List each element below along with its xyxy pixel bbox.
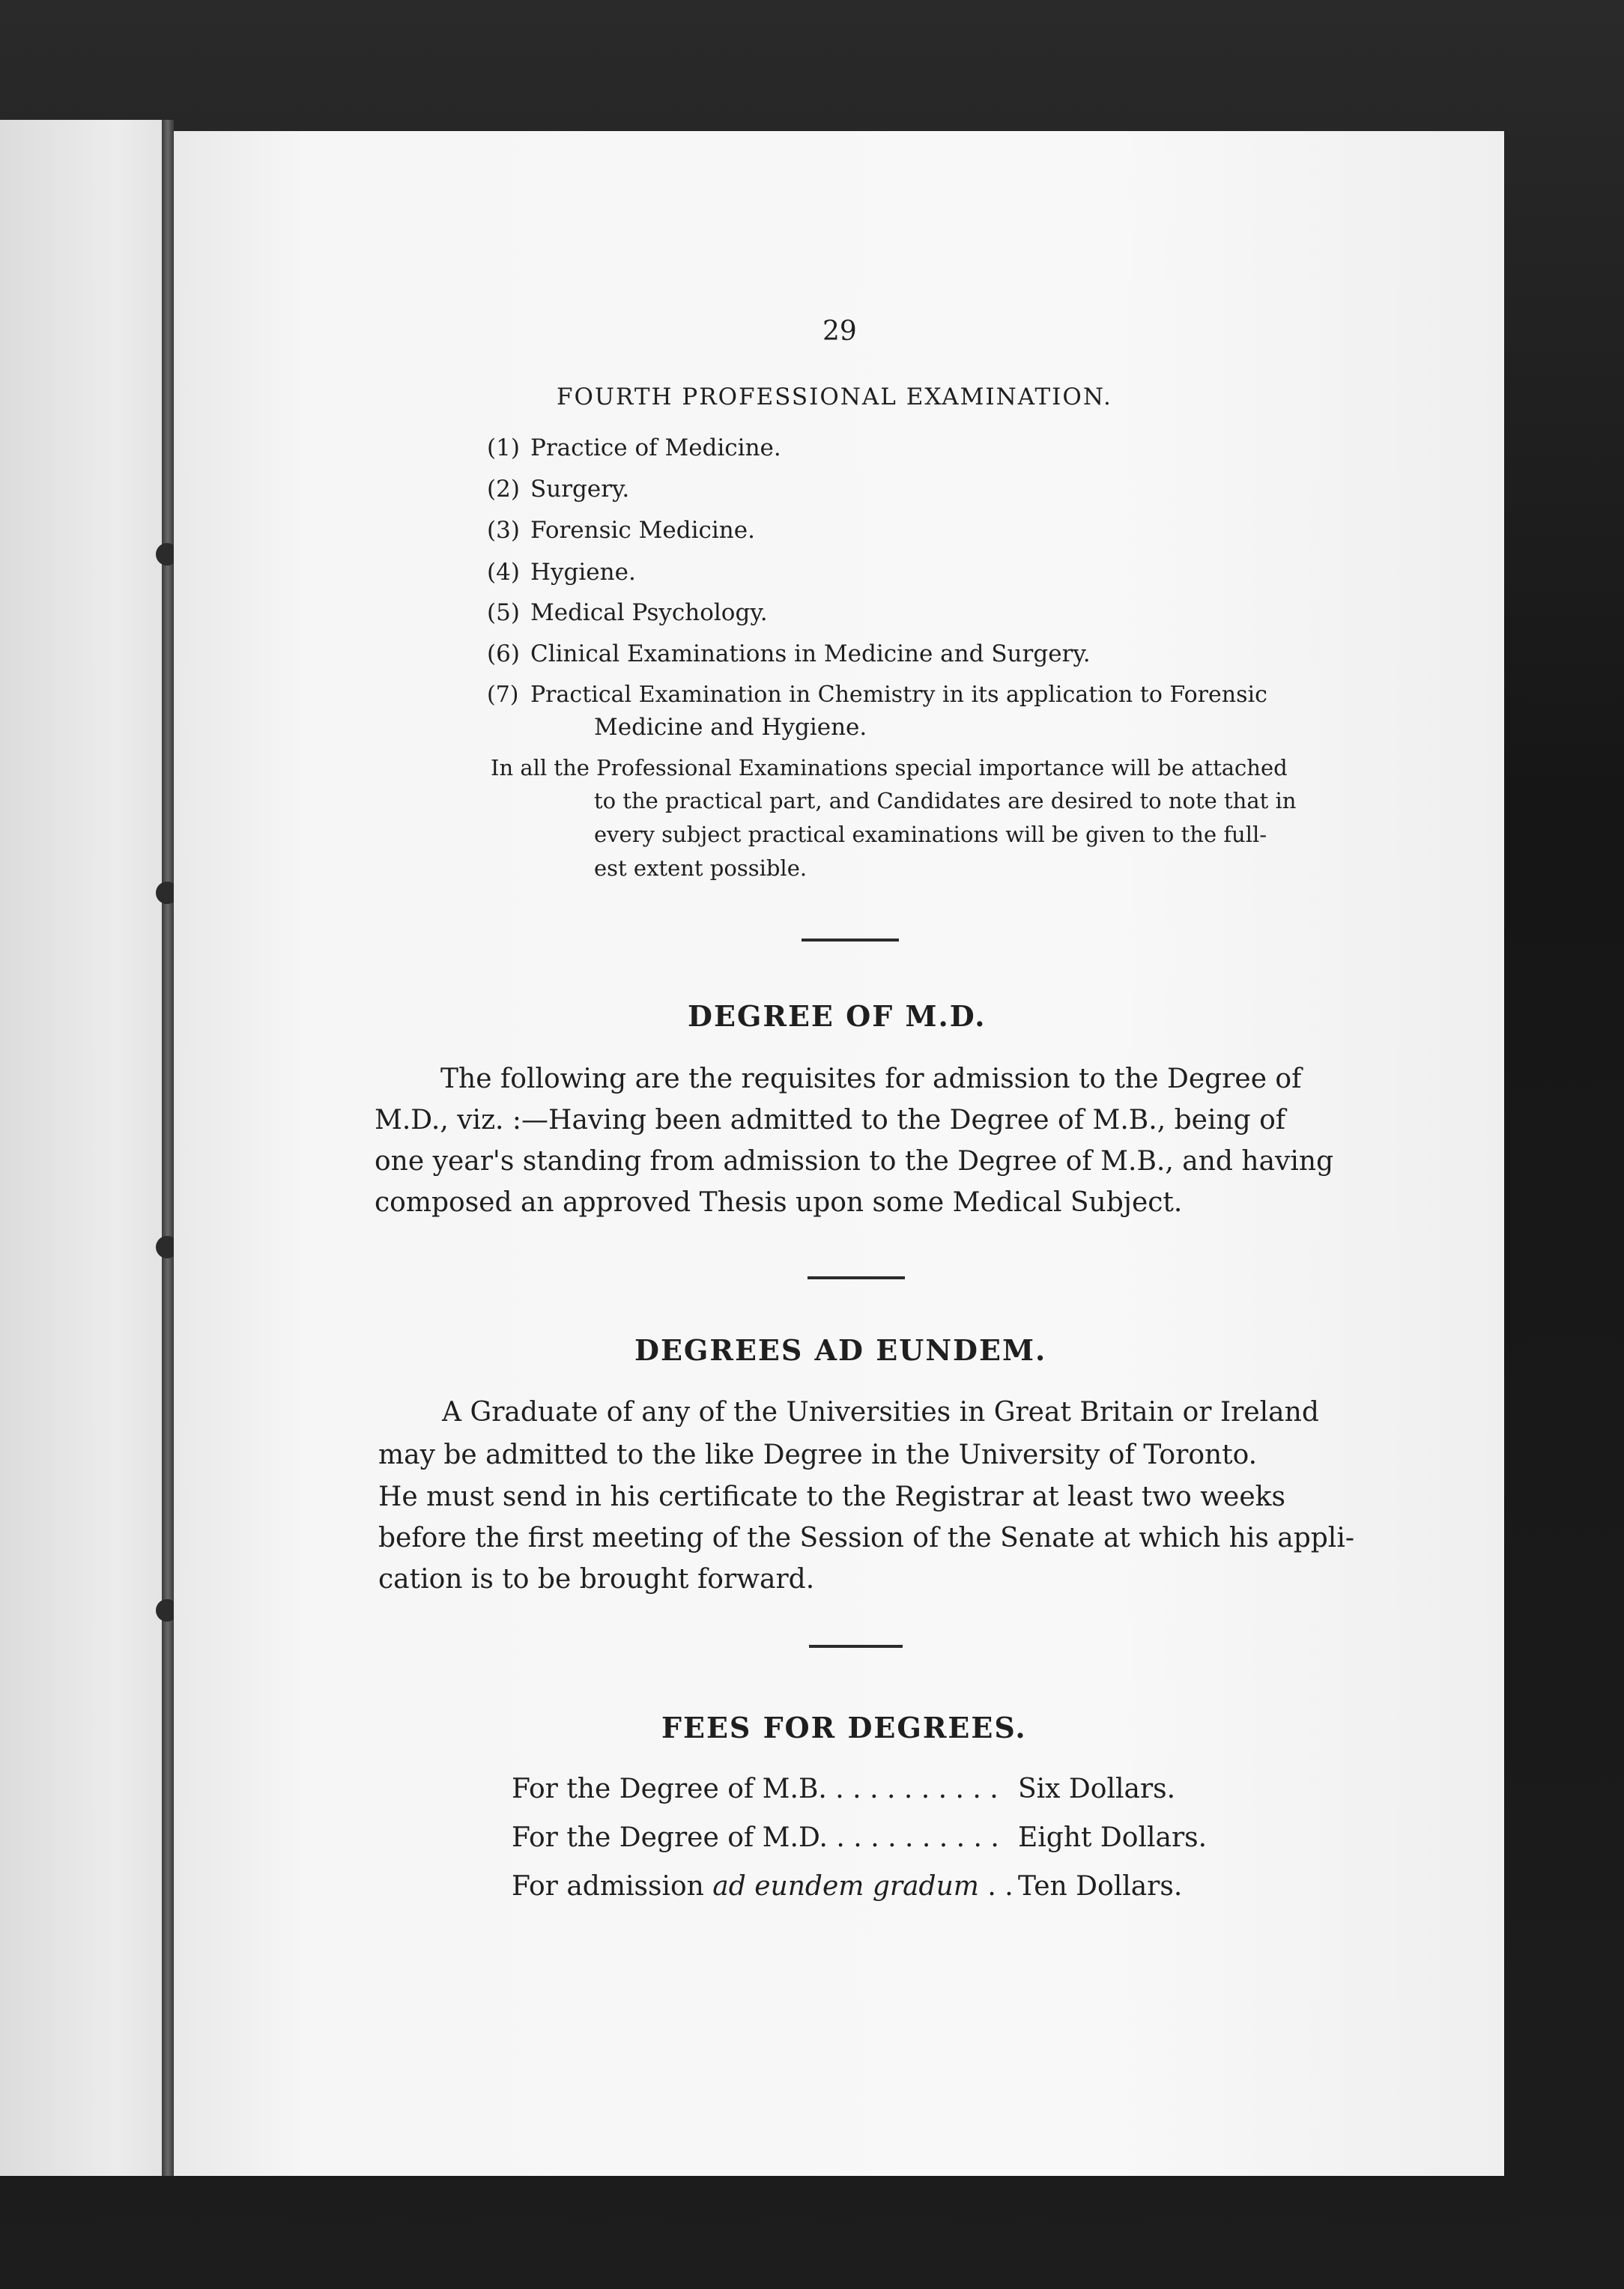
- page-number: 29: [822, 316, 857, 347]
- list-item: (4) Hygiene.: [487, 559, 636, 586]
- list-item: (1) Practice of Medicine.: [487, 434, 781, 461]
- fee-row: [512, 1871, 1216, 1902]
- list-item: (6) Clinical Examinations in Medicine and Surgery.: [487, 640, 1091, 667]
- fee-row: [512, 1774, 1216, 1804]
- book-spine: [162, 120, 174, 2176]
- section-divider: [809, 1645, 903, 1648]
- note-line: to the practical part, and Candidates are desired to note that in: [594, 788, 1297, 813]
- md-degree-heading: DEGREE OF M.D.: [688, 999, 987, 1033]
- ad-eundem-line: A Graduate of any of the Universities in Great Britain or Ireland: [442, 1397, 1319, 1428]
- fee-label: For admission ad eundem gradum . .: [512, 1871, 1014, 1902]
- list-item: (7) Practical Examination in Chemistry in its application to Forensic: [487, 682, 1267, 708]
- md-degree-line: composed an approved Thesis upon some Medical Subject.: [375, 1187, 1183, 1218]
- md-degree-line: one year's standing from admission to the Degree of M.B., and having: [375, 1146, 1334, 1177]
- fee-row: [512, 1822, 1216, 1853]
- fourth-exam-heading: FOURTH PROFESSIONAL EXAMINATION.: [557, 383, 1112, 410]
- fee-amount: Ten Dollars.: [1018, 1871, 1183, 1902]
- section-divider: [802, 939, 899, 942]
- left-page-edge: [0, 120, 166, 2176]
- note-line: est extent possible.: [594, 855, 808, 881]
- ad-eundem-heading: DEGREES AD EUNDEM.: [634, 1333, 1047, 1367]
- section-divider: [808, 1276, 905, 1279]
- fee-label: For the Degree of M.D. . . . . . . . . . .: [512, 1822, 999, 1853]
- list-item: (3) Forensic Medicine.: [487, 517, 755, 544]
- ad-eundem-line: cation is to be brought forward.: [378, 1564, 815, 1595]
- list-item: (2) Surgery.: [487, 476, 630, 503]
- fee-amount: Eight Dollars.: [1018, 1822, 1208, 1853]
- ad-eundem-line: may be admitted to the like Degree in the University of Toronto.: [378, 1440, 1258, 1470]
- fees-heading: FEES FOR DEGREES.: [661, 1711, 1027, 1744]
- fee-amount: Six Dollars.: [1018, 1774, 1176, 1804]
- ad-eundem-line: before the first meeting of the Session of the Senate at which his appli-: [378, 1523, 1354, 1553]
- md-degree-line: The following are the requisites for admission to the Degree of: [440, 1064, 1302, 1094]
- fee-label: For the Degree of M.B. . . . . . . . . . .: [512, 1774, 999, 1804]
- list-item: (5) Medical Psychology.: [487, 599, 768, 626]
- list-item-continuation: Medicine and Hygiene.: [594, 714, 867, 741]
- note-line: every subject practical examinations will be given to the full-: [594, 822, 1267, 847]
- ad-eundem-line: He must send in his certificate to the Registrar at least two weeks: [378, 1482, 1285, 1512]
- md-degree-line: M.D., viz. :—Having been admitted to the Degree of M.B., being of: [375, 1105, 1286, 1136]
- note-line: In all the Professional Examinations special importance will be attached: [491, 755, 1288, 780]
